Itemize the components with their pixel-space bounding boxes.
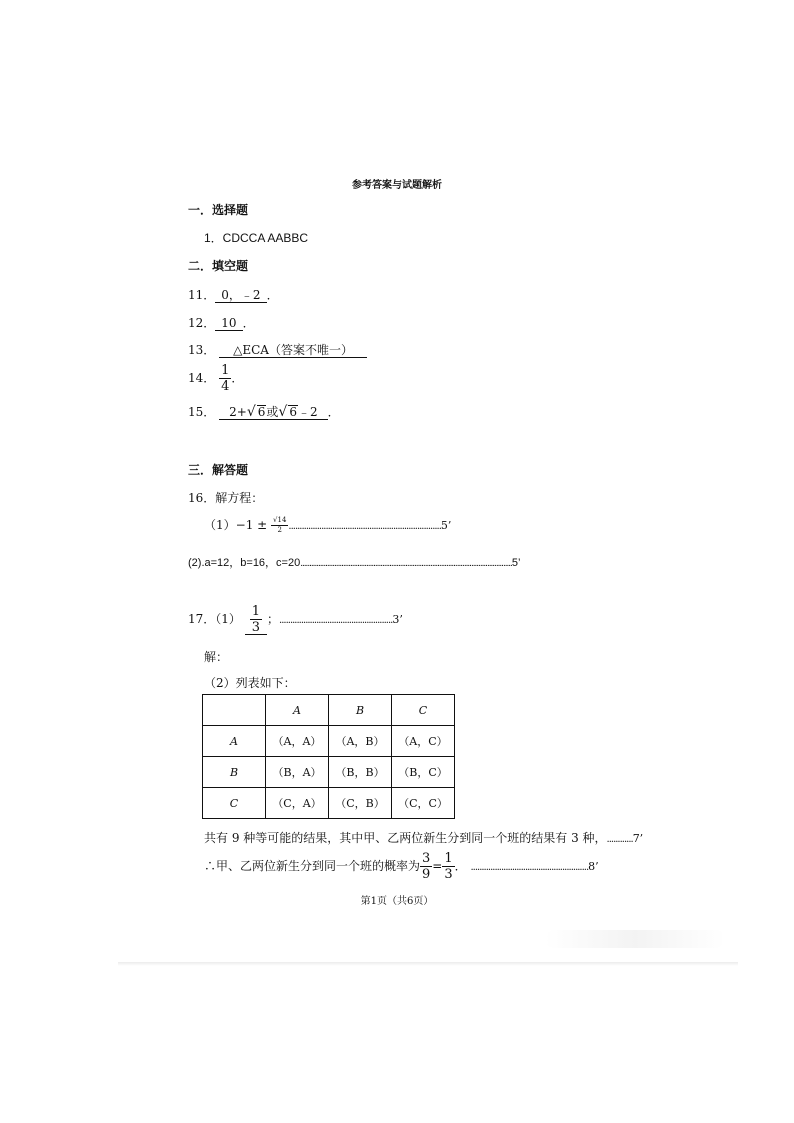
table-cell: （C，B）: [329, 788, 392, 819]
q14-denominator: 4: [221, 379, 230, 394]
q14-line: [188, 364, 243, 393]
q17-p2-label: （2）列表如下：: [204, 676, 296, 690]
table-row-header: C: [203, 788, 266, 819]
q16-p1-dots: ......................................................................: [288, 521, 441, 532]
q16-label: 解方程：: [215, 491, 264, 505]
q11-line: [188, 286, 279, 303]
table-row: [203, 757, 455, 788]
q16-p2-dots: .......................................................................................................................: [300, 558, 512, 569]
q13-number: 13．: [188, 343, 216, 357]
q17-prob-line: [204, 852, 599, 881]
table-cell: （B，C）: [392, 757, 455, 788]
q12-answer: 10: [215, 316, 242, 331]
q11-number: 11．: [188, 288, 216, 302]
q17-prob-fraction-1: [420, 852, 432, 881]
scan-smudge: [545, 930, 725, 948]
q15-part-b: ﹣2: [297, 405, 318, 419]
q17-prob-fraction-2: [442, 852, 454, 881]
q11-answer: 0，﹣2: [215, 288, 266, 303]
q17-p1-prefix: （1）: [215, 612, 241, 626]
q17-prob-eq: =: [432, 859, 443, 873]
q17-result-dots: ............: [606, 834, 633, 845]
q16-p2-score: 5’: [511, 557, 521, 569]
q17-prob-frac2-num: 1: [444, 851, 453, 866]
table-row-header: A: [203, 726, 266, 757]
q17-p1-numerator: 1: [251, 604, 261, 619]
section-2-heading: 二．填空题: [188, 259, 249, 273]
q17-p1-score: 3’: [392, 613, 403, 626]
q17-prob-text: ∴甲、乙两位新生分到同一个班的概率为: [204, 859, 421, 873]
table-cell: （B，B）: [329, 757, 392, 788]
q16-p1-denominator: 2: [277, 526, 282, 534]
choice-answers: 1．CDCCA AABBC: [204, 231, 309, 245]
q14-numerator: 1: [221, 363, 230, 378]
q16-p1-prefix: （1）−1 ±: [204, 518, 268, 532]
q17-number: 17．: [188, 612, 216, 626]
table-header-row: [203, 695, 455, 726]
q12-number: 12．: [188, 316, 216, 330]
table-cell: （A，A）: [266, 726, 329, 757]
q14-number: 14．: [188, 371, 216, 385]
page-title: 参考答案与试题解析: [352, 180, 442, 191]
q17-result-line: [204, 829, 643, 846]
table-header-cell: B: [329, 695, 392, 726]
q17-prob-score: 8’: [588, 860, 599, 873]
q13-line: [188, 341, 367, 358]
q17-p1-fraction: [250, 605, 262, 634]
q17-p1-underline: [245, 605, 267, 635]
q17-part1: [188, 605, 403, 635]
q17-p1-dots: ....................................................: [279, 615, 393, 626]
q15-end: ．: [327, 405, 340, 419]
table-header-cell: A: [266, 695, 329, 726]
q12-end: ．: [242, 316, 255, 330]
q11-end: ．: [266, 288, 279, 302]
q15-radicand-2: 6: [289, 405, 297, 419]
q16-p1-score: 5’: [440, 519, 452, 532]
table-cell: （C，A）: [266, 788, 329, 819]
q14-end: ．: [231, 371, 244, 385]
table-cell: （A，C）: [392, 726, 455, 757]
table-cell: （A，B）: [329, 726, 392, 757]
table-row: [203, 788, 455, 819]
page-edge-shadow: [118, 962, 738, 966]
section-3-heading: 三．解答题: [188, 463, 249, 477]
q17-result-score: 7’: [632, 832, 644, 845]
q17-prob-dots: ......................................................: [470, 862, 589, 873]
q17-prob-frac2-den: 3: [444, 867, 453, 882]
q17-p1-sep: ；: [267, 612, 280, 626]
q16-number: 16．: [188, 491, 216, 505]
q17-prob-frac1-num: 3: [422, 851, 431, 866]
table-row-header: B: [203, 757, 266, 788]
q12-line: [188, 314, 255, 331]
table-row: [203, 726, 455, 757]
section-1-heading: 一．选择题: [188, 203, 249, 217]
q15-or: 或: [266, 405, 279, 419]
q17-p1-denominator: 3: [251, 620, 261, 635]
q15-radicand-1: 6: [257, 405, 266, 419]
sqrt-symbol-icon: √: [278, 404, 288, 420]
q16-p1-fraction: [271, 517, 288, 534]
q14-fraction: [219, 364, 231, 393]
q15-number: 15．: [188, 405, 216, 419]
q17-solve-label: 解：: [204, 650, 229, 664]
outcome-table: [202, 694, 455, 819]
q15-answer: [219, 405, 327, 420]
sqrt-symbol-icon: √: [246, 404, 256, 420]
page-footer: 第1页（共6页）: [360, 896, 434, 907]
q17-prob-end: ．: [454, 859, 467, 873]
q16-part2: [188, 554, 520, 570]
table-cell: （C，C）: [392, 788, 455, 819]
q17-result-text: 共有 9 种等可能的结果，其中甲、乙两位新生分到同一个班的结果有 3 种，: [204, 831, 607, 845]
q17-prob-frac1-den: 9: [422, 867, 431, 882]
q16-part1: [204, 516, 451, 534]
q16-p1-numerator: √14: [273, 516, 287, 524]
table-cell: [203, 695, 266, 726]
table-header-cell: C: [392, 695, 455, 726]
q15-line: [188, 403, 340, 420]
q16-p2-text: (2).a=12，b=16，c=20: [188, 557, 301, 569]
table-cell: （B，A）: [266, 757, 329, 788]
q16-heading: [188, 489, 263, 506]
q13-answer: △ECA（答案不唯一）: [219, 343, 367, 358]
q15-part-a: 2+: [229, 405, 247, 419]
